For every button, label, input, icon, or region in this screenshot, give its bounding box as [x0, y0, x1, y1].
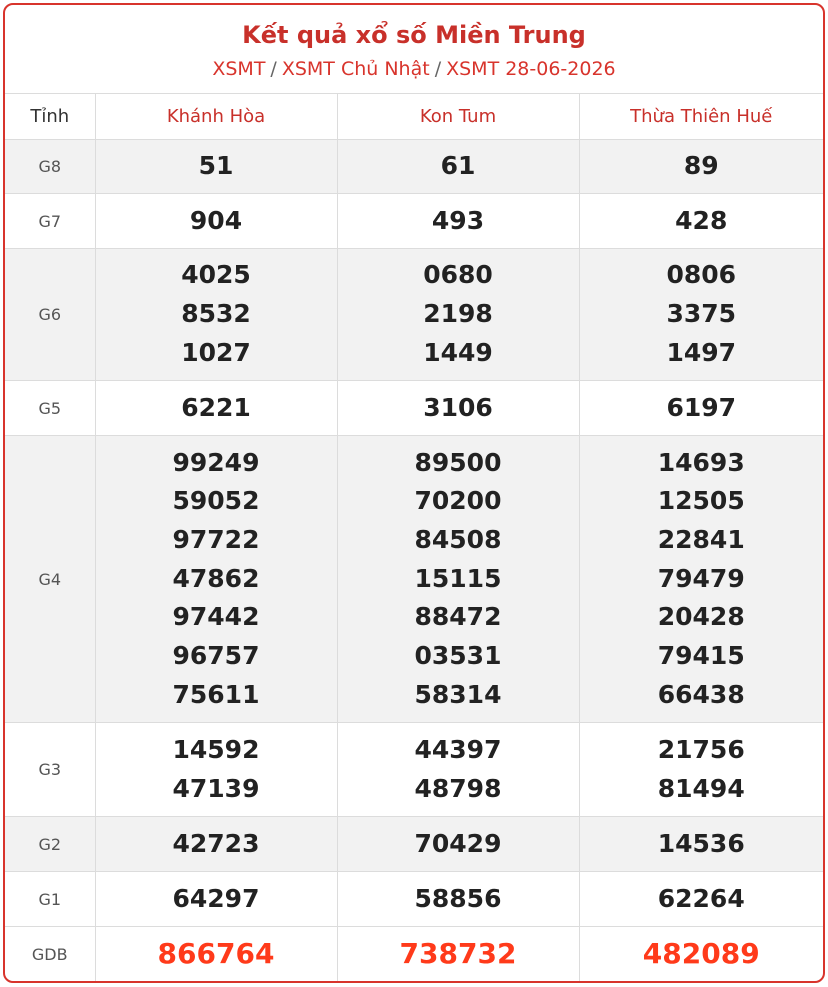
result-number: 62264: [657, 883, 745, 913]
result-number: 6197: [666, 392, 737, 422]
prize-cell: [337, 927, 579, 982]
prize-label: G4: [5, 436, 95, 723]
prize-cell: [579, 140, 823, 194]
result-number: 99249: [172, 447, 260, 477]
prize-cell: [337, 194, 579, 249]
result-number: 59052: [172, 486, 260, 516]
prize-label: G5: [5, 381, 95, 436]
table-header-row: [5, 94, 823, 140]
result-number: 14536: [657, 828, 745, 858]
results-header: [5, 5, 823, 94]
result-number: 6221: [181, 392, 251, 422]
breadcrumb-xsmt-date[interactable]: XSMT 28-06-2026: [446, 58, 616, 80]
prize-cell: [579, 872, 823, 927]
column-header-province: Tỉnh: [5, 94, 95, 140]
result-number: 47139: [172, 773, 260, 803]
result-number: 51: [198, 151, 234, 181]
breadcrumb-xsmt[interactable]: XSMT: [212, 58, 266, 80]
prize-label: G1: [5, 872, 95, 927]
result-number: 97442: [172, 602, 260, 632]
result-number: 61: [440, 151, 476, 181]
result-number: 3375: [666, 299, 737, 329]
prize-cell: [579, 381, 823, 436]
prize-cell: [95, 194, 337, 249]
result-number: 70200: [414, 486, 502, 516]
result-number: 14693: [657, 447, 745, 477]
prize-cell: [95, 436, 337, 723]
result-number: 89500: [414, 447, 502, 477]
prize-cell: [95, 927, 337, 982]
prize-row-g6: [5, 249, 823, 381]
prize-label: GDB: [5, 927, 95, 982]
result-number: 0680: [423, 260, 493, 290]
prize-cell: [579, 817, 823, 872]
result-number: 21756: [657, 734, 745, 764]
prize-cell: [579, 723, 823, 817]
breadcrumb-xsmt-sunday[interactable]: XSMT Chủ Nhật: [281, 58, 430, 80]
prize-row-g5: [5, 381, 823, 436]
prize-row-g1: [5, 872, 823, 927]
prize-cell: [95, 140, 337, 194]
result-number: 79479: [657, 563, 745, 593]
result-number: 89: [683, 151, 719, 181]
result-number: 1449: [423, 337, 493, 367]
prize-cell: [337, 140, 579, 194]
result-number: 904: [189, 205, 243, 235]
result-number: 64297: [172, 883, 260, 913]
result-number: 493: [431, 205, 485, 235]
prize-cell: [337, 723, 579, 817]
result-number: 79415: [657, 641, 745, 671]
result-number: 4025: [181, 260, 251, 290]
prize-cell: [337, 249, 579, 381]
prize-label: G7: [5, 194, 95, 249]
prize-cell: [337, 817, 579, 872]
results-table: [5, 94, 823, 982]
result-number: 96757: [172, 641, 260, 671]
result-number: 14592: [172, 734, 260, 764]
result-number: 1027: [181, 337, 251, 367]
prize-label: G8: [5, 140, 95, 194]
prize-cell: [337, 872, 579, 927]
result-number: 428: [675, 205, 728, 235]
prize-cell: [95, 872, 337, 927]
prize-cell: [579, 927, 823, 982]
result-number: 66438: [657, 679, 745, 709]
result-number: 42723: [172, 828, 260, 858]
jackpot-number: 866764: [157, 937, 275, 971]
result-number: 47862: [172, 563, 260, 593]
prize-cell: [95, 817, 337, 872]
prize-row-g8: [5, 140, 823, 194]
result-number: 15115: [414, 563, 502, 593]
result-number: 1497: [666, 337, 737, 367]
column-header-kon-tum[interactable]: Kon Tum: [337, 94, 579, 140]
result-number: 58856: [414, 883, 502, 913]
prize-row-gdb: [5, 927, 823, 982]
jackpot-number: 482089: [642, 937, 760, 971]
result-number: 22841: [657, 524, 745, 554]
prize-cell: [579, 194, 823, 249]
result-number: 8532: [181, 299, 251, 329]
result-number: 3106: [423, 392, 493, 422]
breadcrumb-separator: /: [434, 58, 442, 80]
results-card: [3, 3, 825, 983]
page-title: Kết quả xổ số Miền Trung: [242, 21, 586, 49]
result-number: 48798: [414, 773, 502, 803]
result-number: 81494: [657, 773, 745, 803]
prize-label: G3: [5, 723, 95, 817]
prize-cell: [579, 249, 823, 381]
result-number: 84508: [414, 524, 502, 554]
column-header-khanh-hoa[interactable]: Khánh Hòa: [95, 94, 337, 140]
prize-label: G6: [5, 249, 95, 381]
result-number: 0806: [666, 260, 737, 290]
breadcrumb-separator: /: [270, 58, 277, 80]
prize-row-g3: [5, 723, 823, 817]
breadcrumb: [5, 57, 823, 81]
result-number: 70429: [414, 828, 502, 858]
result-number: 88472: [414, 602, 502, 632]
prize-row-g7: [5, 194, 823, 249]
result-number: 2198: [423, 299, 493, 329]
prize-cell: [95, 381, 337, 436]
prize-row-g4: [5, 436, 823, 723]
column-header-thua-thien-hue[interactable]: Thừa Thiên Huế: [579, 94, 823, 140]
prize-cell: [579, 436, 823, 723]
result-number: 97722: [172, 524, 260, 554]
result-number: 20428: [657, 602, 745, 632]
result-number: 58314: [414, 679, 502, 709]
result-number: 75611: [172, 679, 260, 709]
result-number: 12505: [657, 486, 745, 516]
prize-cell: [95, 723, 337, 817]
prize-cell: [95, 249, 337, 381]
result-number: 44397: [414, 734, 502, 764]
prize-label: G2: [5, 817, 95, 872]
prize-cell: [337, 436, 579, 723]
prize-cell: [337, 381, 579, 436]
jackpot-number: 738732: [399, 937, 517, 971]
prize-row-g2: [5, 817, 823, 872]
result-number: 03531: [414, 641, 502, 671]
